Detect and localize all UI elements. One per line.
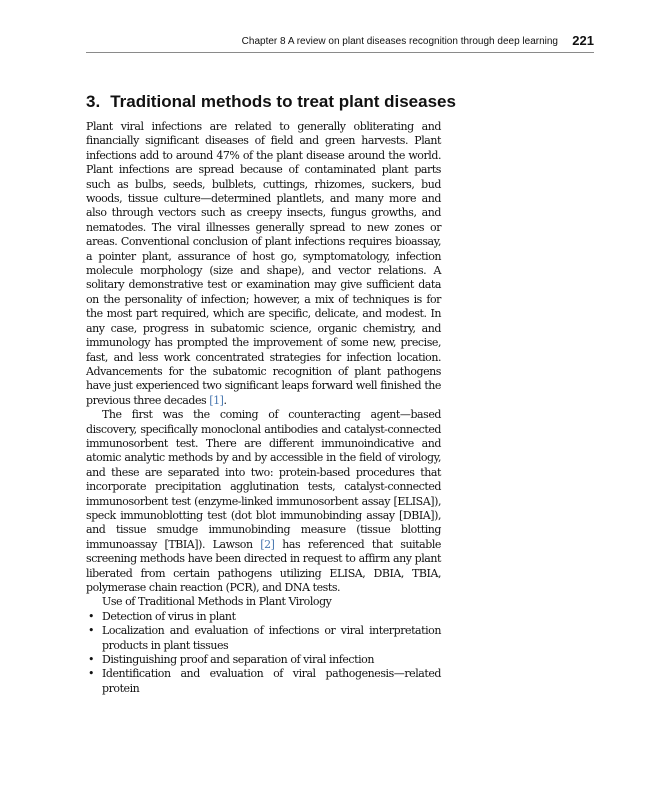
- page-number: 221: [572, 33, 594, 48]
- section-title: Traditional methods to treat plant diseases: [110, 92, 456, 111]
- body-text: [86, 120, 441, 696]
- paragraph-1: [86, 120, 441, 408]
- citation-link-1[interactable]: [1]: [209, 393, 224, 407]
- paragraph-3: Use of Traditional Methods in Plant Virology: [102, 595, 332, 609]
- paragraph-2-text: The first was the coming of counteracting agent—based discovery, specifically monoclonal antibodies and catalyst-connected immunosorbent test. There are different immunoindicative and atomic analytic methods by and by accessible in the field of virology, and these are separated into two: protein-based procedures that incorporate precipitation agglutination tests, catalyst-connected immunosorbent test (enzyme-linked immunosorbent assay [ELISA]), speck immunoblotting test (dot blot immunobinding assay [DBIA]), and tissue smudge immunobinding measure (tissue blotting immunoassay [TBIA]). Lawson: [86, 408, 441, 551]
- citation-link-2[interactable]: [2]: [260, 537, 275, 551]
- bullet-list: [86, 610, 441, 696]
- paragraph-1-text: Plant viral infections are related to generally obliterating and financially significant diseases of field and green harvests. Plant infections add to around 47% of the plant disease around the world. Plant infections are spread because of contaminated plant parts such as bulbs, seeds, bulblets, cuttings, rhizomes, suckers, bud woods, tissue culture—determined plantlets, and many more and also through vectors such as creepy insects, fungus growths, and nematodes. The viral illnesses generally spread to new zones or areas. Conventional conclusion of plant infections requires bioassay, a pointer plant, assurance of host go, symptomatology, infection molecule morphology (size and shape), and vector relations. A solitary demonstrative test or examination may give sufficient data on the personality of infection; however, a mix of techniques is for the most part required, which are specific, delicate, and modest. In any case, progress in subatomic science, organic chemistry, and immunology has prompted the improvement of some new, precise, fast, and less work concentrated strategies for infection location. Advancements for the subatomic recognition of plant pathogens have just experienced two significant leaps forward well finished the previous three decades: [86, 120, 441, 407]
- list-item: • Detection of virus in plant: [86, 610, 441, 624]
- list-item: • Identification and evaluation of viral pathogenesis—related protein: [86, 667, 441, 696]
- running-title: Chapter 8 A review on plant diseases recognition through deep learning: [241, 36, 558, 47]
- running-header: [86, 34, 594, 53]
- list-item: • Distinguishing proof and separation of viral infection: [86, 653, 441, 667]
- section-heading: [86, 92, 456, 112]
- paragraph-1-end: .: [223, 393, 227, 407]
- list-item: • Localization and evaluation of infections or viral interpretation products in plant tissues: [86, 624, 441, 653]
- paragraph-2: [86, 408, 441, 595]
- paragraph-2-end: has referenced that suitable screening methods have been directed in request to affirm any plant liberated from certain pathogens utilizing ELISA, DBIA, TBIA, polymerase chain reaction (PCR), and DNA tests.: [86, 537, 441, 594]
- section-number: 3.: [86, 92, 101, 111]
